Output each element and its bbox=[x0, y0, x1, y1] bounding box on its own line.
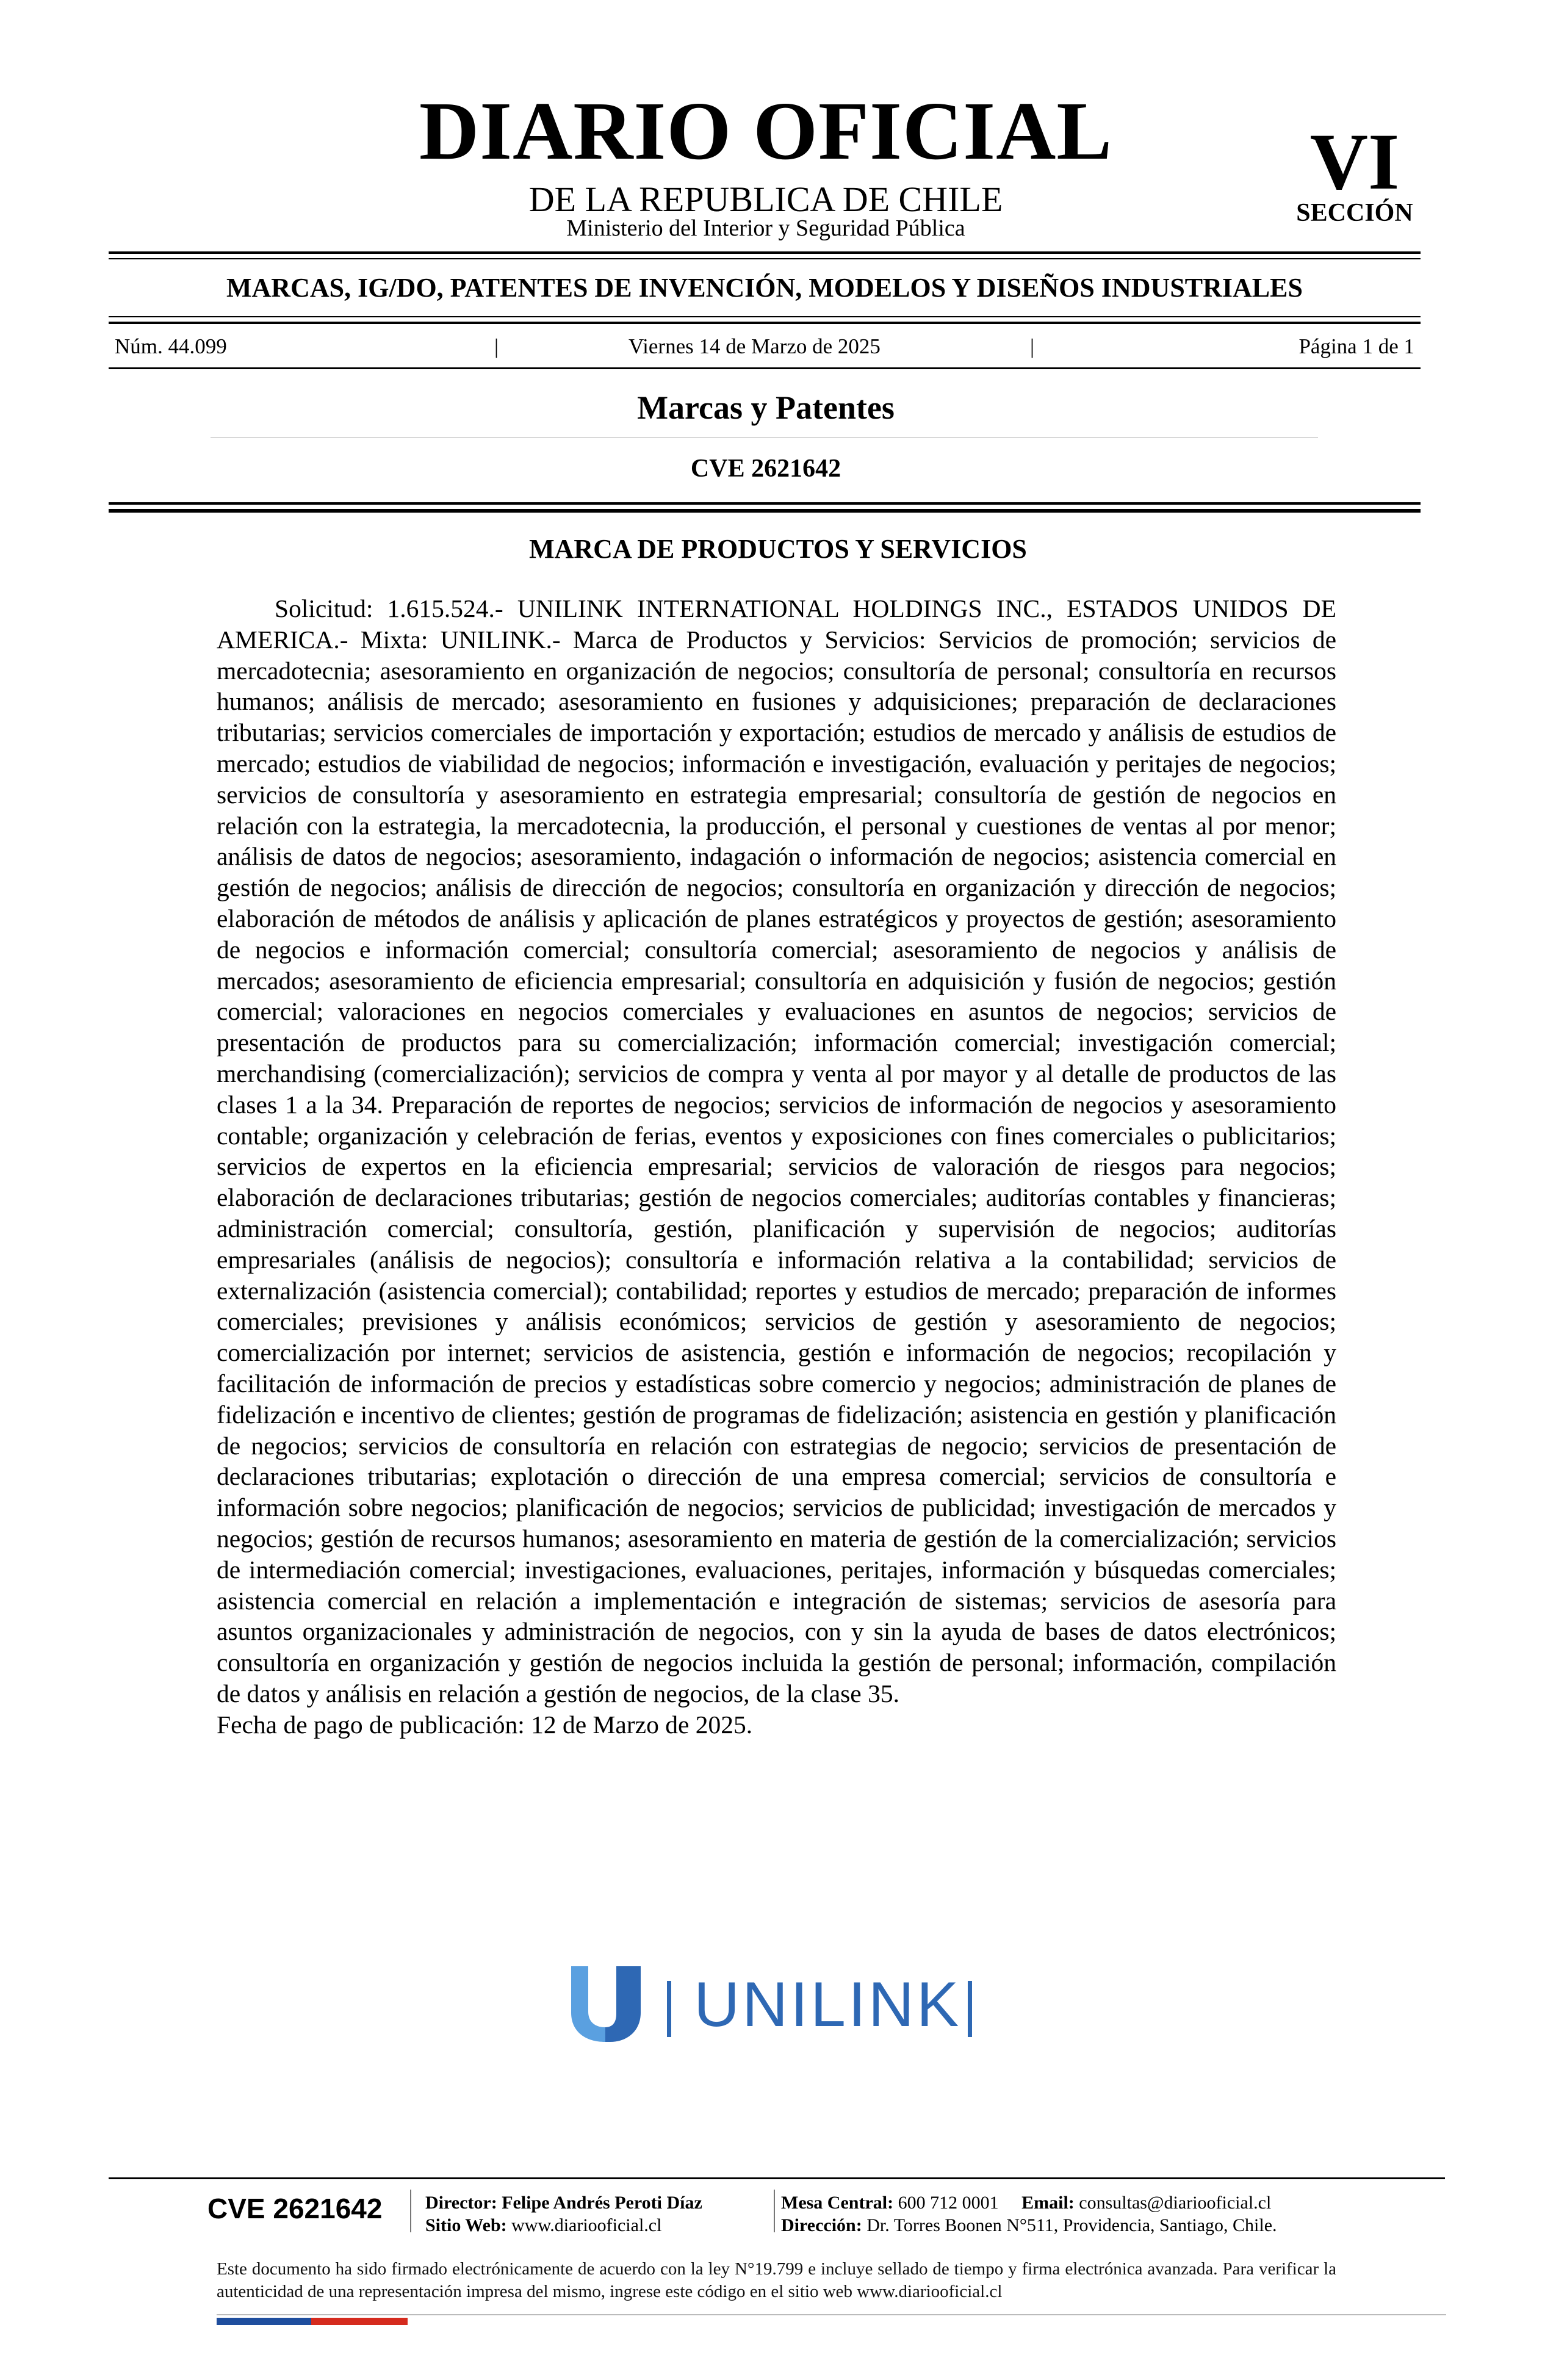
section-category: MARCAS, IG/DO, PATENTES DE INVENCIÓN, MODELOS Y DISEÑOS INDUSTRIALES bbox=[226, 273, 1303, 303]
website-label: Sitio Web: bbox=[425, 2215, 507, 2235]
section-divider bbox=[211, 437, 1318, 438]
director-name: Felipe Andrés Peroti Díaz bbox=[502, 2193, 702, 2213]
logo-wordmark: UNILINK bbox=[694, 1969, 962, 2040]
footer-separator bbox=[410, 2190, 411, 2232]
section-number: VI bbox=[1309, 117, 1400, 206]
unilink-logo bbox=[567, 1964, 995, 2043]
address-label: Dirección: bbox=[781, 2215, 862, 2235]
page-indicator: Página 1 de 1 bbox=[1298, 334, 1414, 358]
footer-director bbox=[425, 2191, 702, 2214]
email-label: Email: bbox=[1021, 2193, 1075, 2213]
cve-code: CVE 2621642 bbox=[690, 455, 841, 483]
flag-stripe-red bbox=[311, 2318, 408, 2325]
header-rule bbox=[109, 502, 1421, 505]
phone-number: 600 712 0001 bbox=[898, 2193, 999, 2213]
issue-separator: | bbox=[1030, 334, 1035, 358]
director-label: Director: bbox=[425, 2193, 497, 2213]
notice-body bbox=[217, 593, 1336, 1740]
notice-title: MARCA DE PRODUCTOS Y SERVICIOS bbox=[529, 534, 1027, 564]
ministry-line: Ministerio del Interior y Seguridad Pública bbox=[566, 215, 965, 241]
newspaper-subtitle: DE LA REPUBLICA DE CHILE bbox=[528, 179, 1003, 219]
category-rule bbox=[109, 316, 1421, 317]
footer-bottom-rule bbox=[217, 2314, 1446, 2315]
logo-divider bbox=[667, 1981, 671, 2037]
section-label: SECCIÓN bbox=[1296, 199, 1413, 227]
footer-cve-code: CVE 2621642 bbox=[207, 2193, 383, 2224]
issue-number: Núm. 44.099 bbox=[115, 334, 227, 358]
issue-rule bbox=[109, 367, 1421, 369]
payment-date: Fecha de pago de publicación: 12 de Marzo de 2025. bbox=[217, 1710, 753, 1739]
category-rule bbox=[109, 322, 1421, 324]
masthead-rule bbox=[109, 258, 1421, 259]
footer-rule bbox=[109, 2177, 1445, 2179]
unilink-u-logo-icon bbox=[567, 1964, 653, 2043]
footer-separator bbox=[774, 2190, 775, 2232]
email-link[interactable]: consultas@diariooficial.cl bbox=[1079, 2193, 1272, 2213]
header-rule bbox=[109, 509, 1421, 513]
notice-text: Solicitud: 1.615.524.- UNILINK INTERNATIONAL HOLDINGS INC., ESTADOS UNIDOS DE AMERICA.- Mixta: UNILINK.- Marca de Productos y Servicios: Servicios de promoción; servicios de mercadotecnia; asesoramiento en organización de negocios; consultoría de personal; consultoría en recursos humanos; análisis de mercado; asesoramiento en fusiones y adquisiciones; preparación de declaraciones tributarias; servicios comerciales de importación y exportación; estudios de mercado y análisis de estudios de mercado; estudios de viabilidad de negocios; información e investigación, evaluación y peritajes de negocios; servicios de consultoría y asesoramiento en estrategia empresarial; consultoría de gestión de negocios en relación con la estrategia, la mercadotecnia, la producción, el personal y cuestiones de ventas al por menor; análisis de datos de negocios; asesoramiento, indagación o información de negocios; asistencia comercial en gestión de negocios; análisis de dirección de negocios; consultoría en organización y dirección de negocios; elaboración de métodos de análisis y aplicación de planes estratégicos y proyectos de gestión; asesoramiento de negocios e información comercial; consultoría comercial; asesoramiento de negocios y análisis de mercados; asesoramiento de eficiencia empresarial; consultoría en adquisición y fusión de negocios; gestión comercial; valoraciones en negocios comerciales y evaluaciones en asuntos de negocios; servicios de presentación de productos para su comercialización; información comercial; investigación comercial; merchandising (comercialización); servicios de compra y venta al por mayor y al detalle de productos de las clases 1 a la 34. Preparación de reportes de negocios; servicios de información de negocios y asesoramiento contable; organización y celebración de ferias, eventos y exposiciones con fines comerciales o publicitarios; servicios de expertos en la eficiencia empresarial; servicios de valoración de riesgos para negocios; elaboración de declaraciones tributarias; gestión de negocios comerciales; auditorías contables y financieras; administración comercial; consultoría, gestión, planificación y supervisión de negocios; auditorías empresariales (análisis de negocios); consultoría e información relativa a la contabilidad; servicios de externalización (asistencia comercial); contabilidad; reportes y estudios de mercado; preparación de informes comerciales; previsiones y análisis económicos; servicios de gestión y asesoramiento de negocios; comercialización por internet; servicios de asistencia, gestión e información de negocios; recopilación y facilitación de información de precios y estadísticas sobre comercio y negocios; administración de planes de fidelización e incentivo de clientes; gestión de programas de fidelización; asistencia en gestión y planificación de negocios; servicios de consultoría en relación con estrategias de negocio; servicios de presentación de declaraciones tributarias; explotación o dirección de una empresa comercial; servicios de consultoría e información sobre negocios; planificación de negocios; servicios de publicidad; investigación de mercados y negocios; gestión de recursos humanos; asesoramiento en materia de gestión de la comercialización; servicios de intermediación comercial; investigaciones, evaluaciones, peritajes, información y búsquedas comerciales; asistencia comercial en relación a implementación e integración de sistemas; servicios de asesoría para asuntos organizacionales y administración de negocios, con y sin la ayuda de bases de datos electrónicos; consultoría en organización y gestión de negocios incluida la gestión de personal; información, compilación de datos y análisis en relación a gestión de negocios, de la clase 35. bbox=[217, 594, 1336, 1707]
issue-separator: | bbox=[494, 334, 499, 358]
website-link[interactable]: www.diariooficial.cl bbox=[511, 2215, 662, 2235]
logo-divider bbox=[968, 1981, 972, 2037]
issue-info-row bbox=[115, 333, 1414, 360]
newspaper-title: DIARIO OFICIAL bbox=[419, 85, 1113, 177]
footer-website bbox=[425, 2214, 661, 2237]
phone-label: Mesa Central: bbox=[781, 2193, 894, 2213]
legal-notice: Este documento ha sido firmado electrónicamente de acuerdo con la ley N°19.799 e incluye sellado de tiempo y firma electrónica avanzada. Para verificar la autenticidad de una representación impresa del mismo, ingrese este código en el sitio web www.diariooficial.cl bbox=[217, 2259, 1336, 2301]
section-title: Marcas y Patentes bbox=[637, 389, 895, 426]
footer-address bbox=[781, 2214, 1277, 2237]
footer-contact bbox=[781, 2191, 1271, 2214]
address-value: Dr. Torres Boonen N°511, Providencia, Santiago, Chile. bbox=[866, 2215, 1277, 2235]
masthead-rule bbox=[109, 251, 1421, 254]
issue-date: Viernes 14 de Marzo de 2025 bbox=[629, 334, 881, 358]
flag-stripe-blue bbox=[217, 2318, 311, 2325]
